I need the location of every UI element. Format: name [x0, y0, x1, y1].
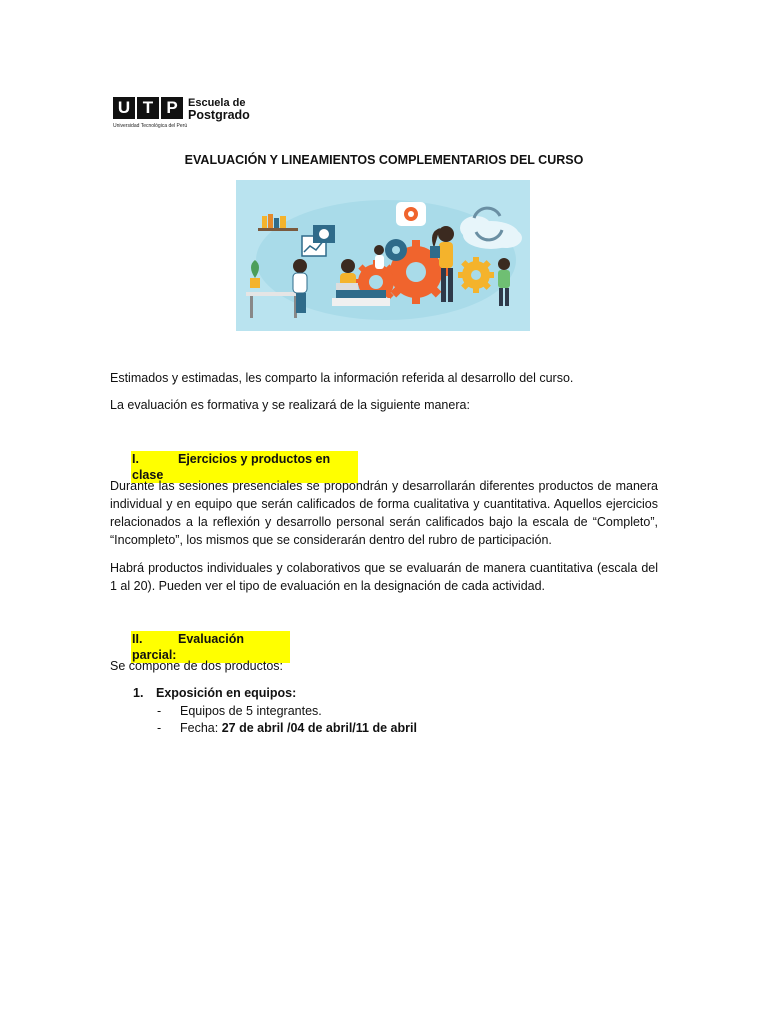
logo-text — [188, 97, 250, 121]
intro-paragraph-2: La evaluación es formativa y se realizará de la siguiente manera: — [110, 398, 470, 412]
section-1-number: I. — [132, 452, 139, 466]
page-title: EVALUACIÓN Y LINEAMIENTOS COMPLEMENTARIOS DEL CURSO — [184, 153, 584, 167]
sub-item-team-size: Equipos de 5 integrantes. — [180, 704, 322, 718]
date-label: Fecha: — [180, 721, 222, 735]
date-value: 27 de abril /04 de abril/11 de abril — [221, 721, 417, 735]
sub-item-date — [180, 721, 417, 735]
logo-letters — [113, 97, 183, 119]
bullet-dash-2: - — [157, 721, 162, 735]
section-2-intro: Se compone de dos productos: — [110, 659, 284, 673]
section-1-paragraph-1: Durante las sesiones presenciales se propondrán y desarrollarán diferentes productos de manera individual y en equipo que serán calificados de forma cualitativa y cuantitativa. Aquellos ejercicios relacionados a la reflexión y desarrollo personal serán calificados bajo la escala de “Completo”, “Incompleto”, los mismos que se considerarán dentro del rubro de participación. — [110, 479, 658, 547]
intro-paragraph-1: Estimados y estimadas, les comparto la información referida al desarrollo del curso. — [110, 371, 574, 385]
list-item-title: Exposición en equipos: — [156, 686, 297, 700]
section-2-number: II. — [132, 632, 143, 646]
section-2-title: Evaluación parcial: — [132, 632, 244, 662]
list-item-number: 1. — [133, 686, 144, 700]
section-1-title: Ejercicios y productos en clase — [132, 452, 331, 482]
bullet-dash-1: - — [157, 704, 162, 718]
logo-letter-u: U — [113, 97, 135, 119]
logo-line2: Postgrado — [188, 108, 250, 122]
teamwork-gears-illustration — [236, 180, 530, 331]
logo-letter-p: P — [161, 97, 183, 119]
logo-letter-t: T — [137, 97, 159, 119]
logo-line1: Escuela de — [188, 97, 246, 109]
utp-logo — [113, 97, 250, 129]
section-1-paragraph-2: Habrá productos individuales y colaborativos que se evaluarán de manera cuantitativa (escala del 1 al 20). Pueden ver el tipo de evaluación en la designación de cada actividad. — [110, 561, 658, 593]
logo-subtitle: Universidad Tecnológica del Perú — [113, 123, 188, 129]
